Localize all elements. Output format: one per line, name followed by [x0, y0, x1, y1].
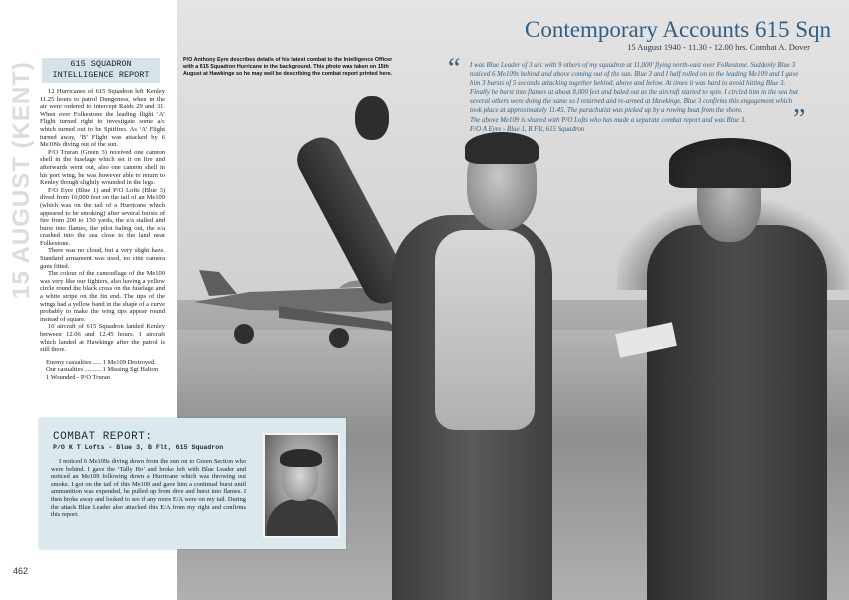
page-subtitle: 15 August 1940 - 11.30 - 12.00 hrs. Combat A. Dover	[627, 42, 810, 52]
eyre-account-quote	[470, 61, 800, 134]
casualty-line: Our casualties .......... 1 Missing Sgt Halton	[46, 366, 158, 374]
intelligence-report-header	[42, 58, 160, 83]
photo-caption: P/O Anthony Eyre describes details of his latest combat to the Intelligence Officer with a 615 Squadron Hurricane in the background. This photo was taken on 15th August at Hawkinge so he may well be describing the combat report printed here.	[183, 57, 393, 78]
intelligence-report-header-line2: INTELLIGENCE REPORT	[52, 70, 150, 80]
intelligence-report-header-line1: 615 SQUADRON	[70, 59, 132, 69]
intelligence-report-body	[40, 88, 165, 382]
combat-report-title: COMBAT REPORT:	[53, 431, 153, 443]
pilot-hair	[465, 132, 539, 164]
quote-paragraph: The above Me109 is shared with P/O Lofts who has made a separate combat report and was Blue 3.	[470, 116, 747, 124]
pointing-hand	[355, 96, 389, 140]
combat-report-panel	[39, 418, 346, 549]
quote-attribution: F/O A Eyre - Blue 1, B Flt, 615 Squadron	[470, 125, 585, 133]
quote-open-icon: “	[448, 53, 461, 84]
casualty-line: Enemy casualties ..... 1 Me109 Destroyed.	[46, 358, 156, 366]
quote-paragraph: I was Blue Leader of 3 a/c with 9 others of my squadron at 11,000’ flying north-east over Folkestone. Suddenly Blue 3 noticed 6 Me109s behind and above coming out of the sun. Blue 3 and I half rolled on to the leading Me109 and I gave him 3 bursts of 5 seconds attacking together behind, above and below. At times it was hard to avoid hitting Blue 3. Finally he burst into flames at about 8,000 feet and baled out as the aircraft started to spin. I circled him in the sea but several others were doing the same so I returned and re-armed at Hawkinge. Blue 3 confirms this engagement which took place at approximately 11.45. The parachutist was picked up by a rowing boat from the shore.	[470, 62, 799, 115]
quote-close-icon: ”	[793, 104, 806, 135]
report-paragraph: 12 Hurricanes of 615 Squadron left Kenley 11.25 hours to patrol Dungeness, when in the air were ordered to intercept Raids 29 and 31. When over Folkestone the leading flight ‘A’ Flight turned right to investigate some a/c which turned out to be Spitfires. As ‘A’ Flight turned away, ‘B’ Flight was attacked by 6 Me109s diving out of the sun.	[40, 88, 165, 149]
combat-report-subtitle: P/O K T Lofts - Blue 3, B Flt, 615 Squadron	[53, 444, 224, 451]
vertical-title-text: 15 AUGUST (KENT)	[8, 61, 35, 299]
report-paragraph: F/O Eyre (Blue 1) and P/O Lofts (Blue 3) dived from 10,000 feet on the tail of an Me109 (which was on the tail of a Hurricane which appeared to be smoking) after several bursts of fire from 200 to 150 yards, the e/a stalled and burst into flames, the pilot baling out, the e/a crashed into the sea close to the land near Folkestone.	[40, 186, 165, 247]
report-paragraph: 10 aircraft of 615 Squadron landed Kenley between 12.06 and 12.45 hours. 1 aircraft which landed at Hawkinge after the patrol is still there.	[40, 323, 165, 354]
lofts-portrait	[263, 433, 340, 538]
portrait-body	[267, 499, 337, 538]
pilot-life-vest	[435, 230, 535, 430]
report-paragraph: There was no cloud, but a very slight haze. Standard armament was used, no cine camera guns fitted.	[40, 247, 165, 270]
page-number: 462	[13, 566, 29, 576]
combat-report-paragraph: I noticed 6 Me109s diving down from the sun on to Green Section who were behind. I gave the ‘Tally Ho’ and broke left with Blue Leader and noticed an Me109 following down a Hurricane which was throwing out smoke. I got on the tail of this Me109 and gave him a continual burst until ammunition was expended, he pulled up from dive and burst into flames. I then broke away and looked to see if any more E/A were on my tail. During the attack Blue Leader also attacked this E/A from my right and confirms this report.	[51, 458, 246, 519]
page-title: Contemporary Accounts 615 Sqn	[525, 17, 831, 42]
portrait-hair	[280, 449, 322, 467]
officer-helmet	[669, 138, 791, 188]
combat-report-text	[51, 458, 246, 519]
casualties-list	[40, 359, 165, 382]
casualty-line: 1 Wounded - P/O Truran	[46, 373, 111, 381]
vertical-date-title	[6, 60, 38, 300]
officer-figure	[647, 225, 827, 600]
report-paragraph: P/O Truran (Green 3) received one cannon shell in the fuselage which set it on fire and afterwards went out, also one cannon shell in his port wing, he was however able to return to Kenley though slightly wounded in the legs.	[40, 148, 165, 187]
report-paragraph: The colour of the camouflage of the Me109 was very like our fighters, also having a yellow circle round the black cross on the fuselage and a white stripe on the fin end. The tips of the wings had a yellow band in the shape of a curve probably to make the wing tips appear round instead of square.	[40, 270, 165, 323]
